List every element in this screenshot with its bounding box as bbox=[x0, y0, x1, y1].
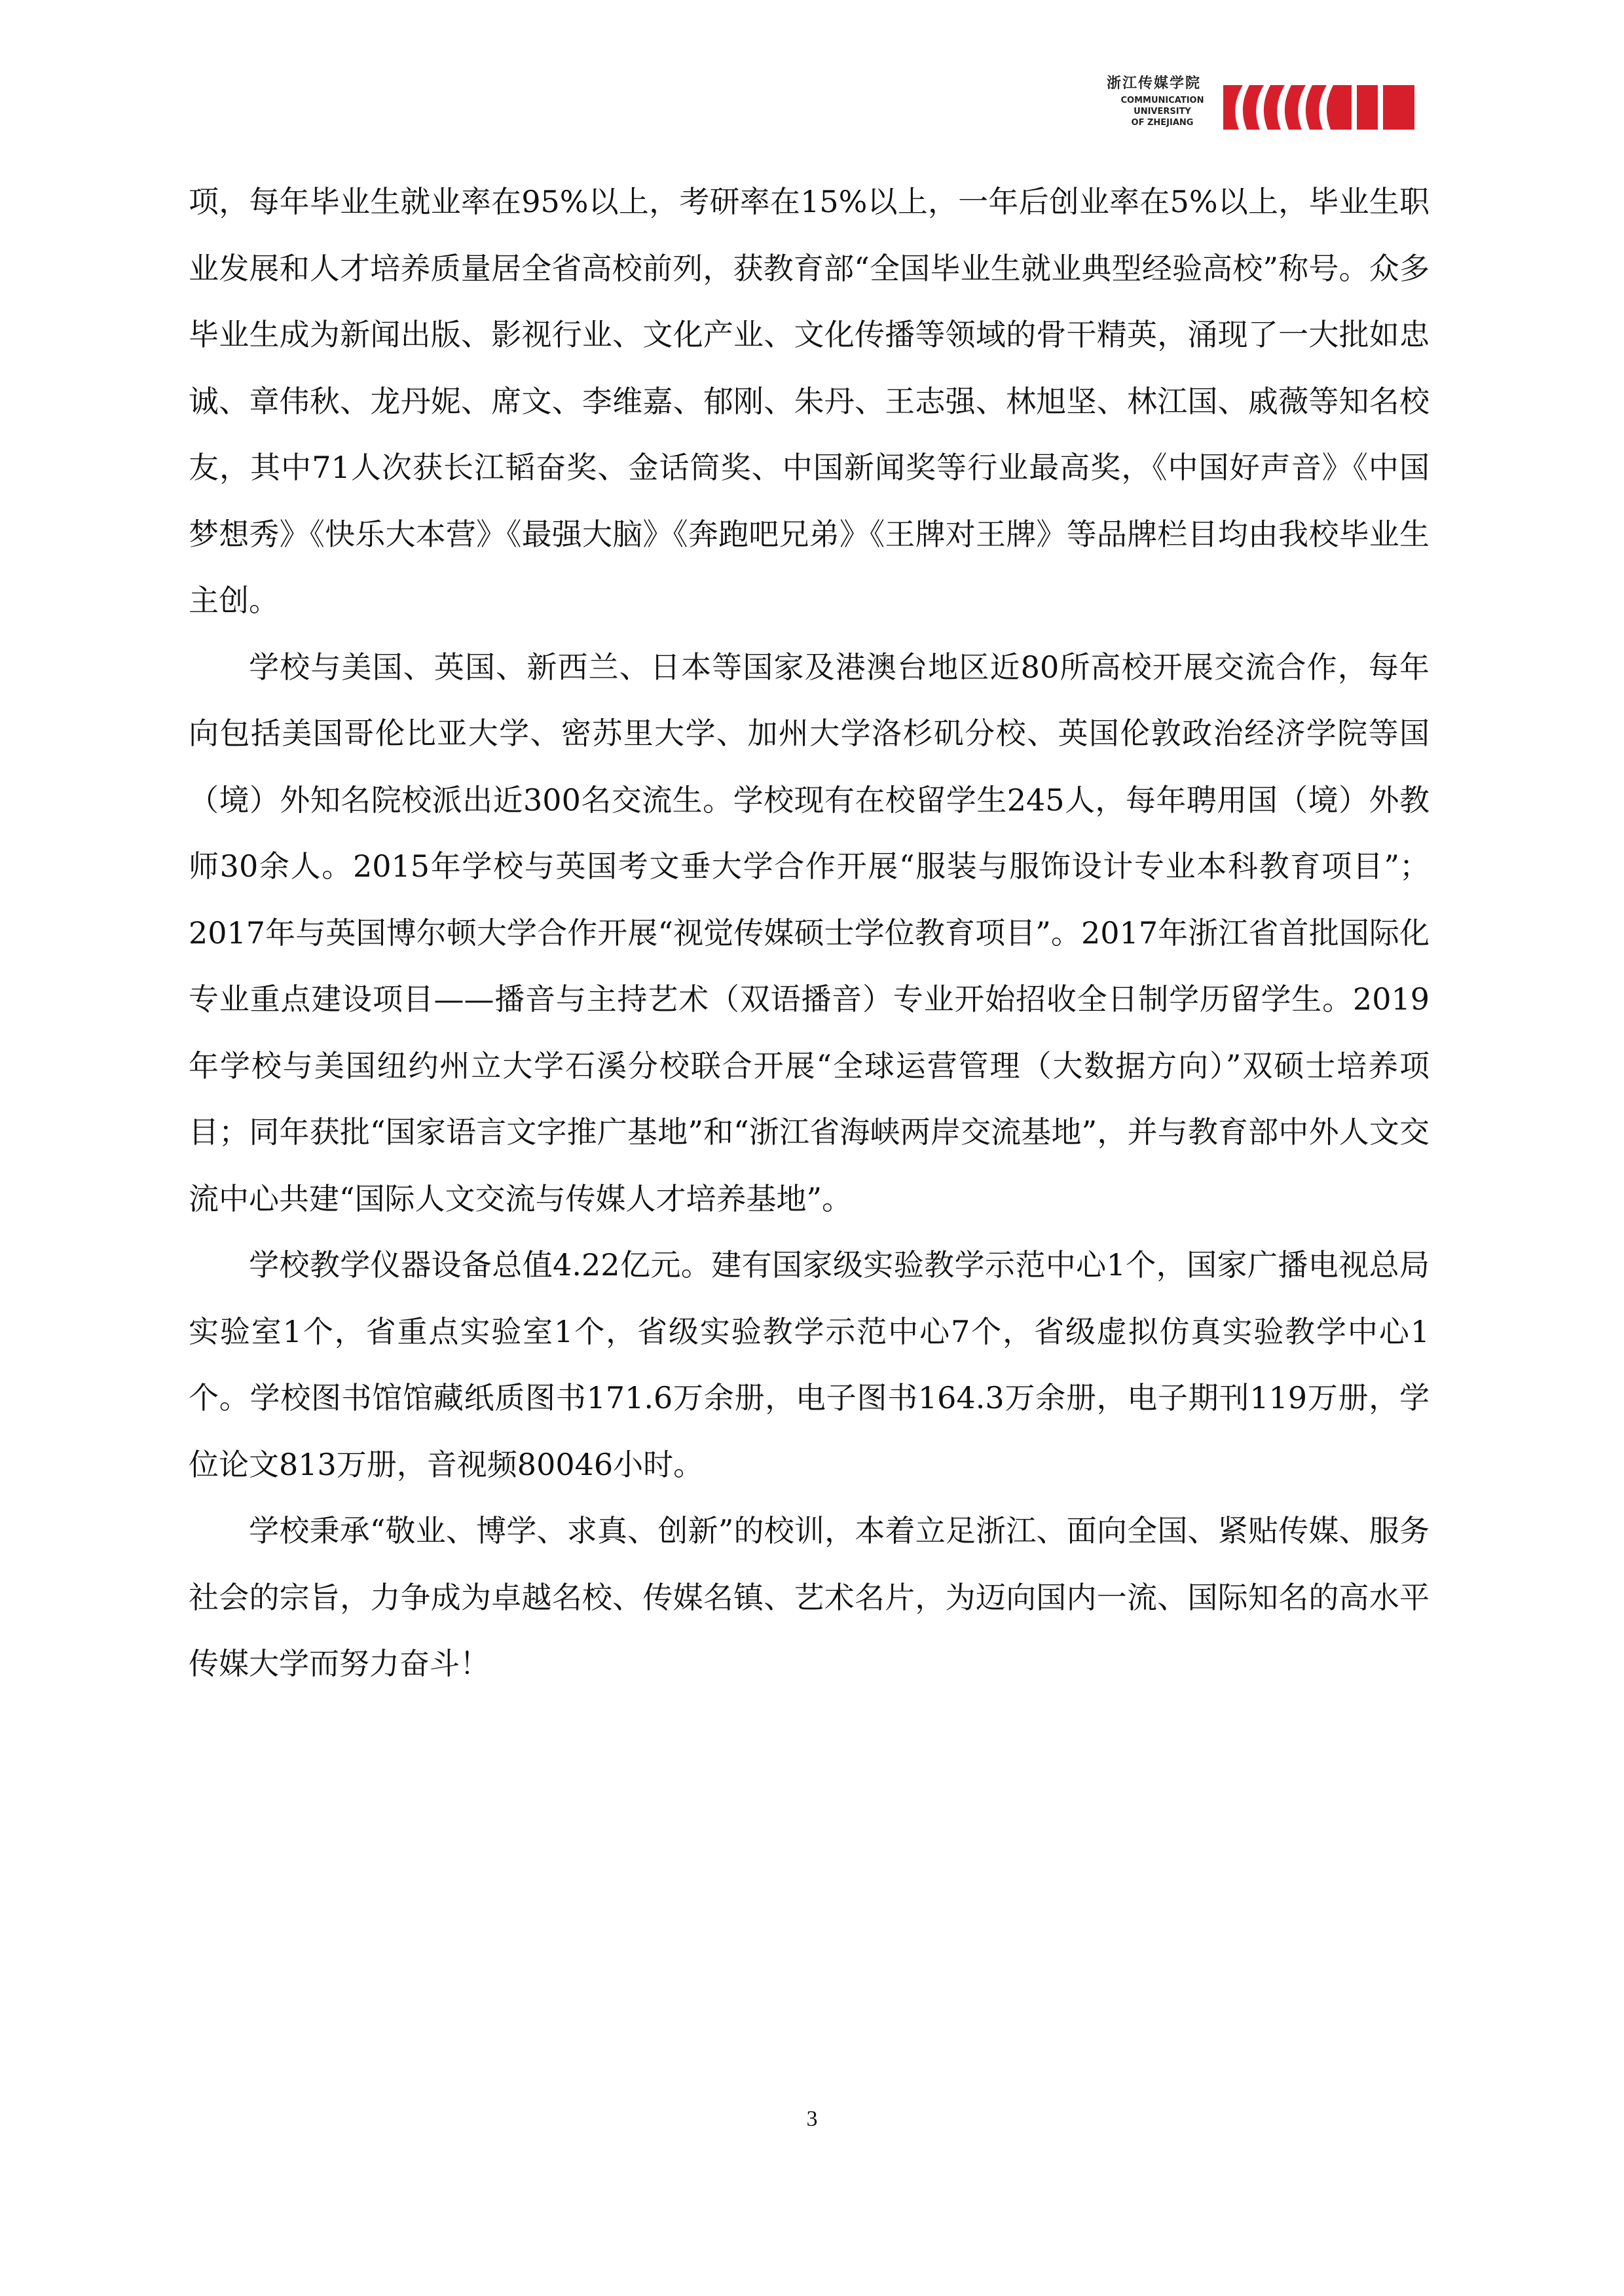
university-logo bbox=[1107, 73, 1414, 136]
paragraph-international-exchange: 学校与美国、英国、新西兰、日本等国家及港澳台地区近80所高校开展交流合作，每年向包括美国哥伦比亚大学、密苏里大学、加州大学洛杉矶分校、英国伦敦政治经济学院等国（境）外知名院校派出近300名交流生。学校现有在校留学生245人，每年聘用国（境）外教师30余人。2015年学校与英国考文垂大学合作开展“服装与服饰设计专业本科教育项目”；2017年与英国博尔顿大学合作开展“视觉传媒硕士学位教育项目”。2017年浙江省首批国际化专业重点建设项目——播音与主持艺术（双语播音）专业开始招收全日制学历留学生。2019年学校与美国纽约州立大学石溪分校联合开展“全球运营管理（大数据方向）”双硕士培养项目；同年获批“国家语言文字推广基地”和“浙江省海峡两岸交流基地”，并与教育部中外人文交流中心共建“国际人文交流与传媒人才培养基地”。 bbox=[189, 649, 1430, 1216]
logo-emblem-icon bbox=[1223, 85, 1414, 130]
logo-english-line-3: OF ZHEJIANG bbox=[1131, 118, 1194, 128]
document-body bbox=[189, 169, 1430, 1698]
paragraph-motto: 学校秉承“敬业、博学、求真、创新”的校训，本着立足浙江、面向全国、紧贴传媒、服务社会的宗旨，力争成为卓越名校、传媒名镇、艺术名片，为迈向国内一流、国际知名的高水平传媒大学而努力奋斗！ bbox=[189, 1513, 1430, 1681]
paragraph-facilities: 学校教学仪器设备总值4.22亿元。建有国家级实验教学示范中心1个，国家广播电视总局实验室1个，省重点实验室1个，省级实验教学示范中心7个，省级虚拟仿真实验教学中心1个。学校图书馆馆藏纸质图书171.6万余册，电子图书164.3万余册，电子期刊119万册，学位论文813万册，音视频80046小时。 bbox=[189, 1247, 1430, 1482]
logo-english-line-2: UNIVERSITY bbox=[1134, 107, 1191, 117]
logo-chinese-name: 浙江传媒学院 bbox=[1107, 75, 1202, 92]
page-number: 3 bbox=[806, 2107, 818, 2131]
logo-english-line-1: COMMUNICATION bbox=[1120, 96, 1204, 105]
paragraph-employment: 项，每年毕业生就业率在95%以上，考研率在15%以上，一年后创业率在5%以上，毕业生职业发展和人才培养质量居全省高校前列，获教育部“全国毕业生就业典型经验高校”称号。众多毕业生成为新闻出版、影视行业、文化产业、文化传播等领域的骨干精英，涌现了一大批如忠诚、章伟秋、龙丹妮、席文、李维嘉、郁刚、朱丹、王志强、林旭坚、林江国、戚薇等知名校友，其中71人次获长江韬奋奖、金话筒奖、中国新闻奖等行业最高奖，《中国好声音》《中国梦想秀》《快乐大本营》《最强大脑》《奔跑吧兄弟》《王牌对王牌》等品牌栏目均由我校毕业生主创。 bbox=[189, 184, 1430, 618]
logo-wordmark bbox=[1107, 73, 1218, 136]
